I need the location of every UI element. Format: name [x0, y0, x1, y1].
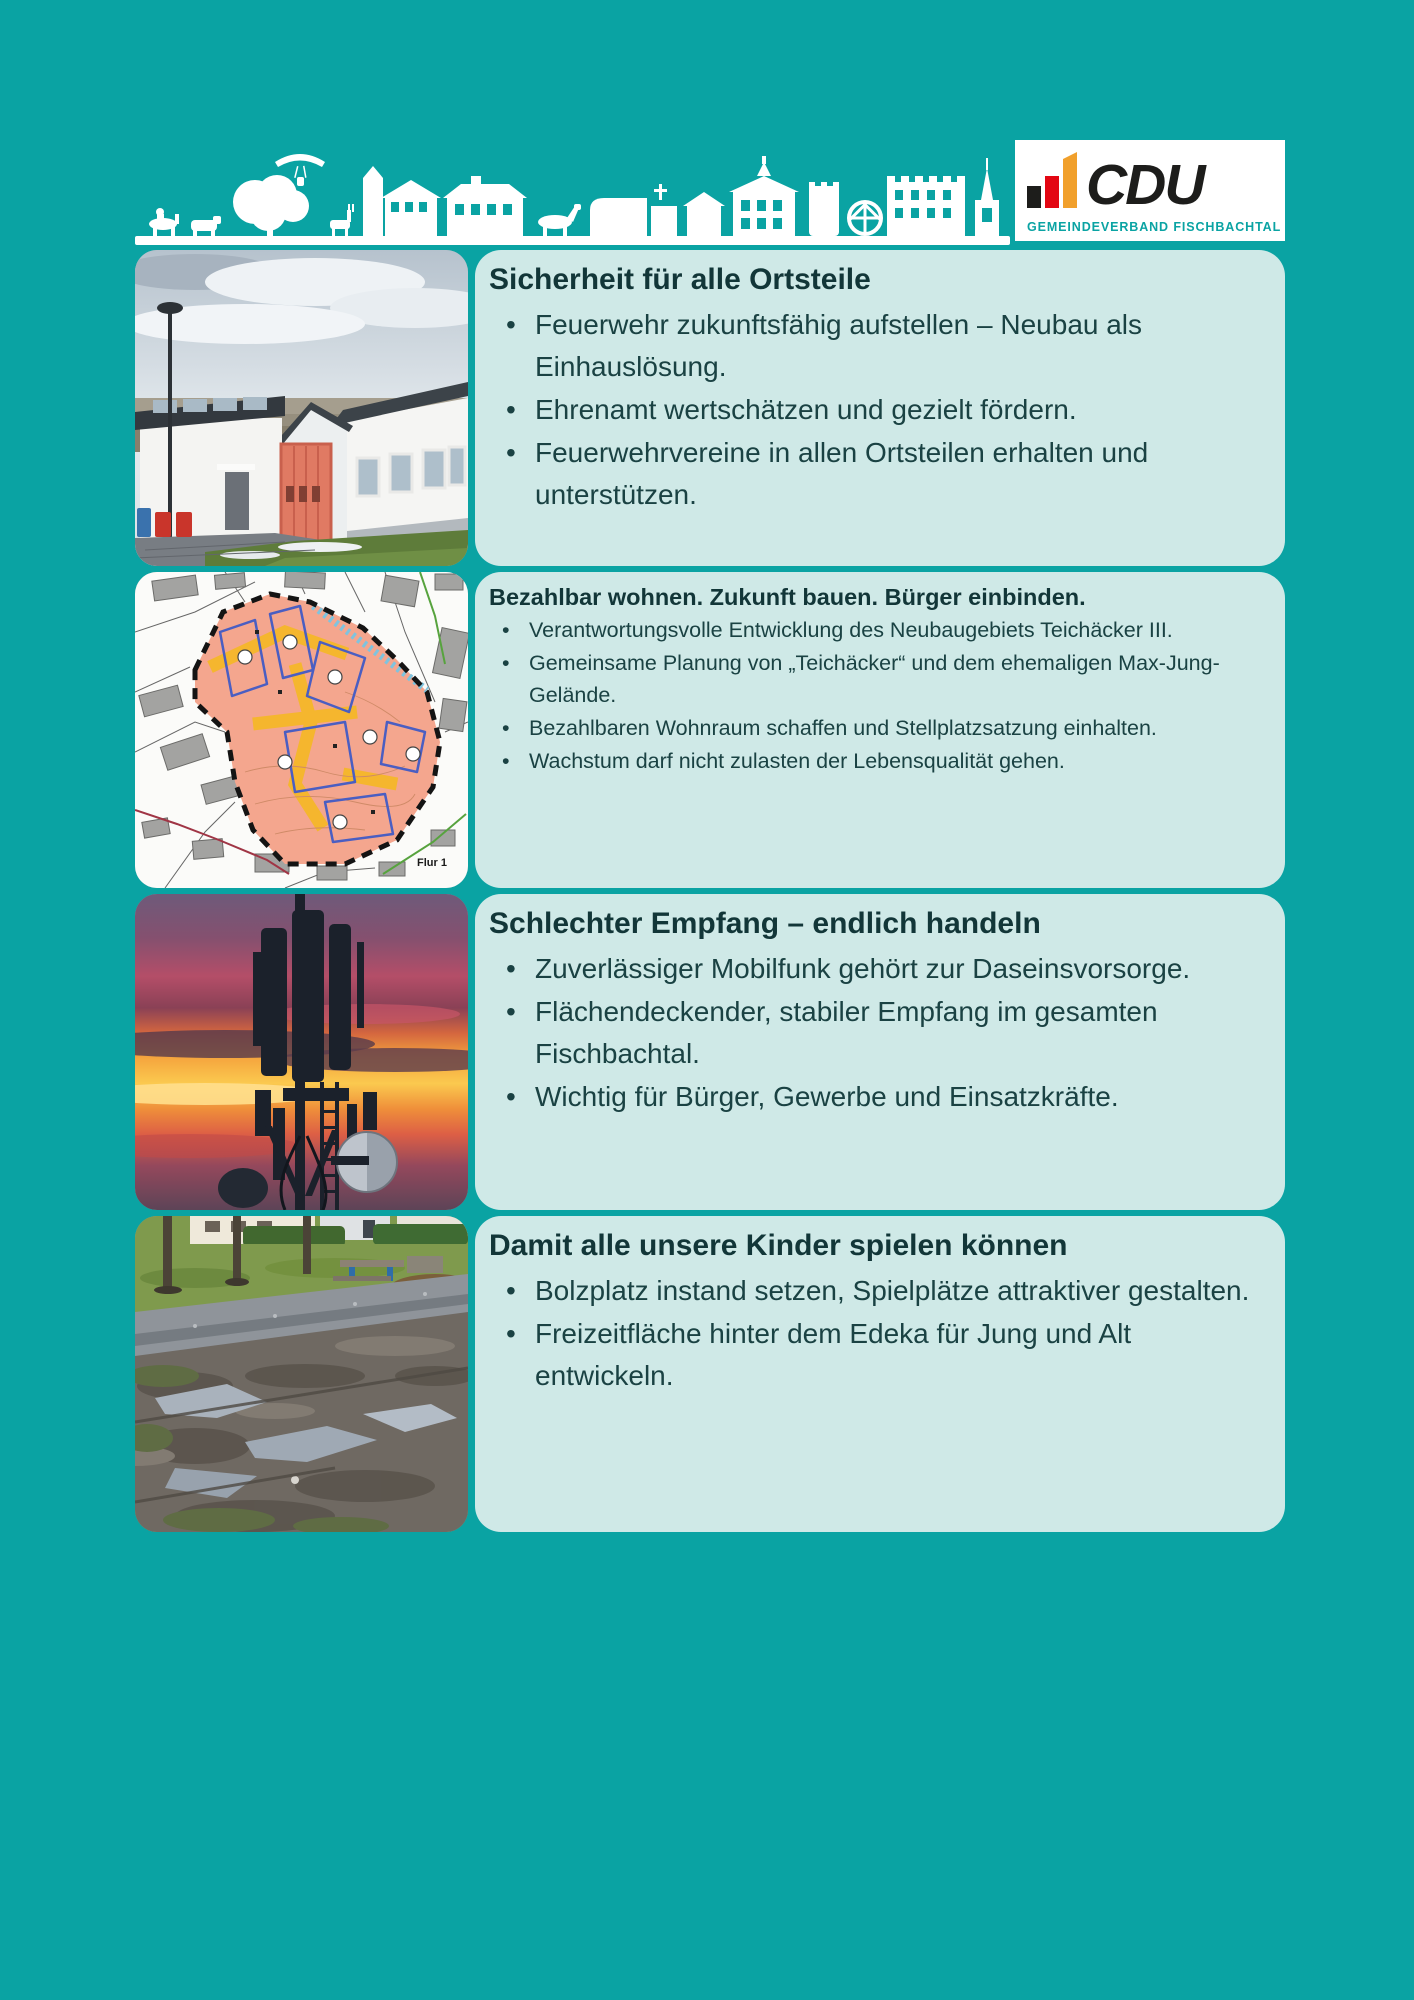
muddy-playground-photo: [135, 1216, 468, 1532]
card-bullets: [489, 1270, 1259, 1397]
fire-station-photo: [135, 250, 468, 566]
card-title: Sicherheit für alle Ortsteile: [489, 263, 871, 296]
cdu-logo-subtitle: GEMEINDEVERBAND FISCHBACHTAL: [1027, 220, 1282, 234]
card-wohnen-text: [475, 572, 1285, 888]
card-sicherheit-text: [475, 250, 1285, 566]
card-bullets: [489, 304, 1259, 516]
bullet-item: • Ehrenamt wertschätzen und gezielt fördern.: [489, 389, 1259, 431]
card-bullets: [489, 615, 1259, 777]
card-kinder-text: [475, 1216, 1285, 1532]
card-title: Bezahlbar wohnen. Zukunft bauen. Bürger einbinden.: [489, 584, 1086, 610]
cdu-wordmark: [1027, 148, 1275, 217]
header-banner: [135, 140, 1285, 245]
bullet-item: • Feuerwehrvereine in allen Ortsteilen erhalten und unterstützen.: [489, 432, 1259, 516]
bullet-item: • Wachstum darf nicht zulasten der Lebensqualität gehen.: [489, 746, 1259, 778]
cdu-logo: [1015, 140, 1285, 241]
bullet-item: • Zuverlässiger Mobilfunk gehört zur Daseinsvorsorge.: [489, 948, 1259, 990]
bullet-item: • Gemeinsame Planung von „Teichäcker“ und dem ehemaligen Max-Jung-Gelände.: [489, 648, 1259, 712]
zoning-plan-map: [135, 572, 468, 888]
bullet-item: • Verantwortungsvolle Entwicklung des Neubaugebiets Teichäcker III.: [489, 615, 1259, 647]
plan-flur-label: Flur 1: [417, 857, 447, 869]
card-empfang: [135, 894, 1285, 1210]
bullet-item: • Bezahlbaren Wohnraum schaffen und Stellplatzsatzung einhalten.: [489, 713, 1259, 745]
card-wohnen: [135, 572, 1285, 888]
card-bullets: [489, 948, 1259, 1118]
bullet-item: • Bolzplatz instand setzen, Spielplätze attraktiver gestalten.: [489, 1270, 1259, 1312]
bullet-item: • Freizeitfläche hinter dem Edeka für Jung und Alt entwickeln.: [489, 1313, 1259, 1397]
card-empfang-text: [475, 894, 1285, 1210]
topic-cards: [135, 250, 1285, 1532]
bar-chart-icon: [1027, 150, 1079, 208]
bullet-item: • Flächendeckender, stabiler Empfang im gesamten Fischbachtal.: [489, 991, 1259, 1075]
bullet-item: • Feuerwehr zukunftsfähig aufstellen – Neubau als Einhauslösung.: [489, 304, 1259, 388]
card-title: Schlechter Empfang – endlich handeln: [489, 907, 1041, 940]
card-title: Damit alle unsere Kinder spielen können: [489, 1229, 1068, 1262]
cdu-brand-text: CDU: [1086, 152, 1204, 217]
card-sicherheit: [135, 250, 1285, 566]
cell-tower-photo: [135, 894, 468, 1210]
town-skyline-silhouette: [135, 140, 1010, 245]
bullet-item: • Wichtig für Bürger, Gewerbe und Einsatzkräfte.: [489, 1076, 1259, 1118]
card-kinder: [135, 1216, 1285, 1532]
